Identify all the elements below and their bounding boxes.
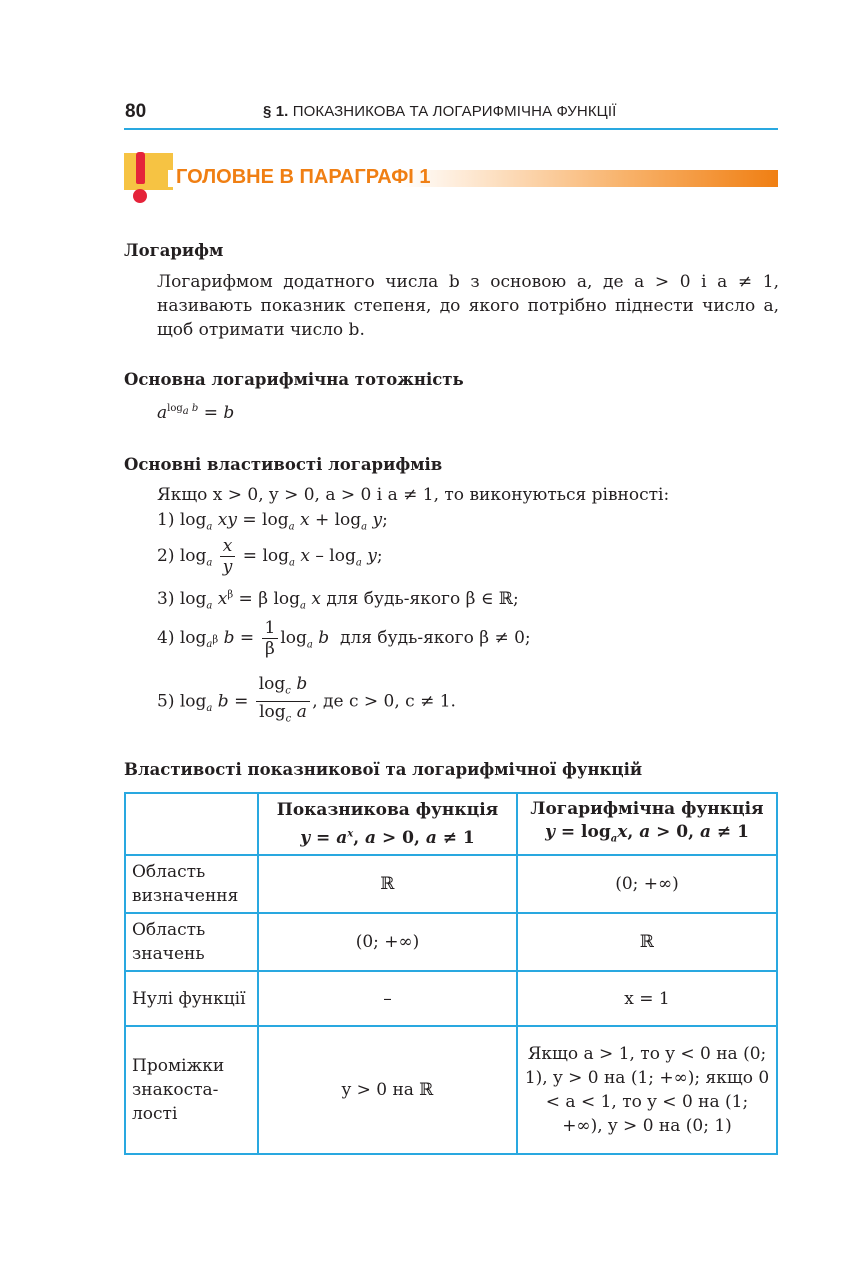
property-3: 3) $\log_a x^\beta = \beta$ $\log_a x$ для будь-якого β ∈ ℝ;	[157, 589, 519, 612]
col-exponential-header	[258, 793, 517, 855]
chapter-summary-banner	[124, 152, 778, 206]
col-exponential-title: Показникова функція	[276, 799, 499, 820]
banner-yellow-block	[124, 153, 173, 190]
cell-exponential: y > 0 на ℝ	[258, 1026, 517, 1154]
cell-exponential: (0; +∞)	[258, 913, 517, 971]
table-title: Властивості показникової та логарифмічної функцій	[124, 760, 643, 779]
definition-title: Логарифм	[124, 241, 224, 260]
cell-logarithmic: ℝ	[517, 913, 777, 971]
col-logarithmic-title: Логарифмічна функція	[530, 799, 764, 819]
cell-logarithmic: (0; +∞)	[517, 855, 777, 913]
section-symbol: § 1.	[263, 103, 289, 120]
exclamation-dot-icon	[133, 189, 147, 203]
property-3-note: для будь-якого	[326, 589, 461, 609]
table-row	[125, 1026, 777, 1154]
col-logarithmic-header	[517, 793, 777, 855]
property-5: 5) $\log_a b$ = $\frac{\log_c b}{\log_c a}$ , де c > 0, c ≠ 1.	[157, 674, 456, 725]
header-rule	[124, 128, 778, 130]
property-2: 2) $\log_a$ $\frac{x}{y}$ = $\log_a x - \log_a y$;	[157, 536, 383, 577]
page-number: 80	[125, 101, 147, 122]
cell-exponential: ℝ	[258, 855, 517, 913]
cell-logarithmic: Якщо a > 1, то y < 0 на (0; 1), y > 0 на (1; +∞); якщо 0 < a < 1, то y < 0 на (1; +∞), y > 0 на (0; 1)	[517, 1026, 777, 1154]
col-logarithmic-formula: $y = \log_ax$, a > 0, a ≠ 1	[545, 822, 749, 845]
row-label: Нулі функції	[125, 971, 258, 1026]
property-5-note: де c > 0, c ≠ 1.	[323, 691, 456, 712]
properties-intro: Якщо x > 0, y > 0, a > 0 і a ≠ 1, то виконуються рівності:	[157, 485, 670, 505]
property-1: 1) $\log_a$ xy = $\log_a x + \log_a y$;	[157, 510, 388, 533]
definition-text: Логарифмом додатного числа b з основою a, де a > 0 і a ≠ 1, називають показник степеня, до якого потрібно піднести число a, щоб отримати число b.	[157, 272, 779, 340]
exclamation-icon	[136, 152, 145, 184]
col-exponential-formula: $y = a^x$, a > 0, a ≠ 1	[300, 827, 475, 848]
functions-properties-table	[124, 792, 778, 1155]
table-row	[125, 855, 777, 913]
running-head	[263, 103, 616, 120]
row-label: Проміжки знакоста-лості	[125, 1026, 258, 1154]
properties-title: Основні властивості логарифмів	[124, 455, 443, 474]
row-label: Область визначення	[125, 855, 258, 913]
row-label: Область значень	[125, 913, 258, 971]
table-corner-cell	[125, 793, 258, 855]
property-4: 4) $\log_{a^\beta} b$ = $\frac{1}{\beta}$ $\log_a b$ для будь-якого β ≠ 0;	[157, 618, 531, 659]
cell-logarithmic: x = 1	[517, 971, 777, 1026]
cell-exponential: –	[258, 971, 517, 1026]
identity-formula: $a^{log_a b} = b$	[157, 403, 235, 423]
table-row	[125, 913, 777, 971]
property-4-note: для будь-якого	[339, 628, 474, 648]
banner-title: ГОЛОВНЕ В ПАРАГРАФІ 1	[176, 166, 431, 188]
running-title: ПОКАЗНИКОВА ТА ЛОГАРИФМІЧНА ФУНКЦІЇ	[292, 103, 617, 120]
table-row	[125, 971, 777, 1026]
identity-title: Основна логарифмічна тотожність	[124, 370, 464, 389]
table-header-row	[125, 793, 777, 855]
